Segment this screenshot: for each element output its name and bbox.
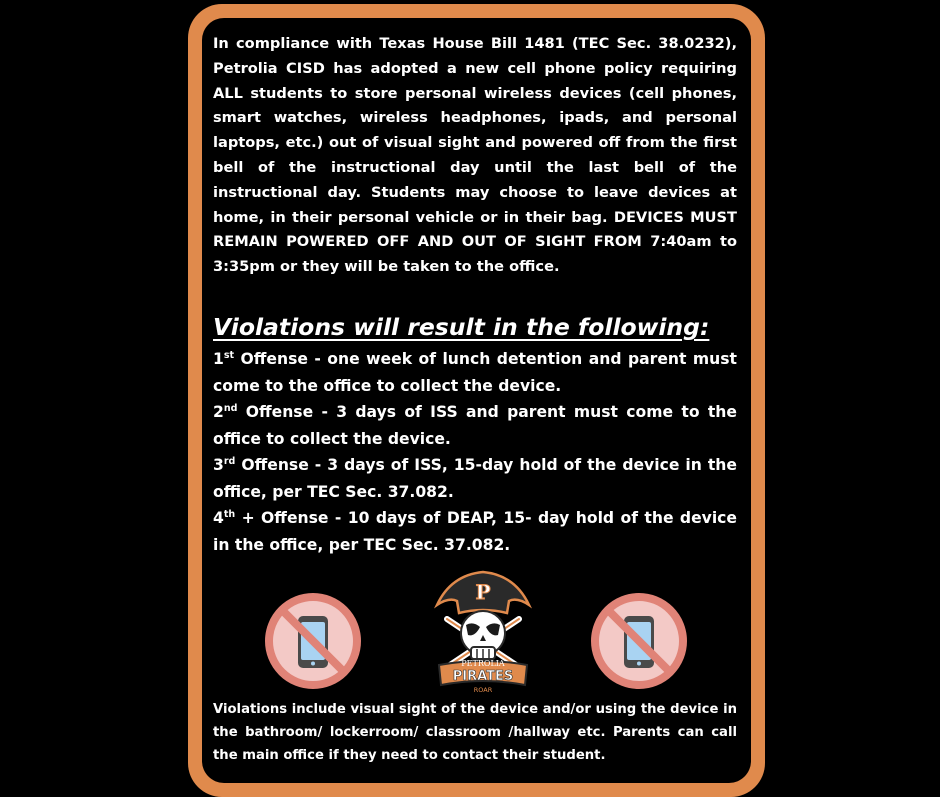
offense-ordinal: th [223,508,236,520]
orange-frame [188,4,765,797]
policy-panel [202,18,751,783]
offense-text: Offense - 3 days of ISS and parent must come to the office to collect the device. [213,403,737,448]
offense-ordinal: rd [223,455,236,467]
offense-number: 4 [213,509,224,527]
offense-text: Offense - 3 days of ISS, 15-day hold of the device in the office, per TEC Sec. 37.082. [213,456,737,501]
logo-letter: P [475,580,491,604]
no-phone-icon [589,591,689,695]
offense-text: + Offense - 10 days of DEAP, 15- day hold of the device in the office, per TEC Sec. 37.082. [213,509,737,554]
offense-item-4 [213,505,737,558]
no-phone-icon [263,591,363,695]
offense-item-1 [213,346,737,399]
logo-bottom-text: ROAR [473,686,493,694]
offense-number: 1 [213,350,224,368]
offense-number: 2 [213,403,224,421]
offense-list [213,346,737,558]
violations-footer: Violations include visual sight of the device and/or using the device in the bathroom/ lockerroom/ classroom /hallway etc. Parents can call the main office if they need to contact their student. [213,702,737,763]
offense-ordinal: st [223,349,235,361]
logo-main-text: PIRATES [452,669,514,684]
offense-number: 3 [213,456,224,474]
offense-ordinal: nd [223,402,238,414]
policy-intro: In compliance with Texas House Bill 1481 (TEC Sec. 38.0232), Petrolia CISD has adopted a new cell phone policy requiring ALL students to store personal wireless devices (cell phones, smart watches, wireless headphones, ipads, and personal laptops, etc.) out of visual sight and powered off from the first bell of the instructional day until the last bell of the instructional day. Students may choose to leave devices at home, in their personal vehicle or in their bag. DEVICES MUST REMAIN POWERED OFF AND OUT OF SIGHT FROM 7:40am to 3:35pm or they will be taken to the office. [213,35,737,276]
logo-top-text: PETROLIA [461,659,505,668]
violations-heading: Violations will result in the following: [213,313,710,341]
offense-item-3 [213,452,737,505]
pirates-logo [433,569,533,699]
offense-item-2 [213,399,737,452]
offense-text: Offense - one week of lunch detention and parent must come to the office to collect the device. [213,350,737,395]
